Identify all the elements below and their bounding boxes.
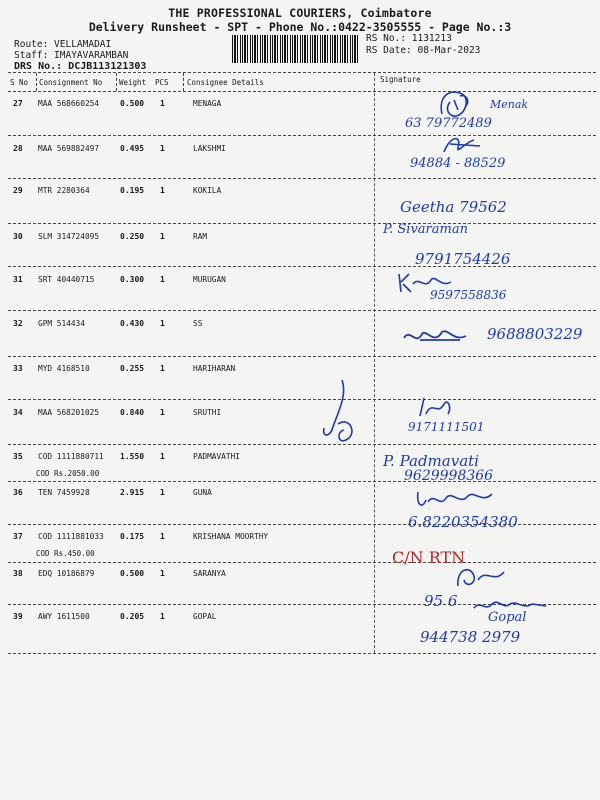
signature-scribble: [414, 396, 454, 420]
route-label: Route: VELLAMADAI: [14, 39, 112, 50]
row-weight: 0.195: [120, 186, 145, 195]
signature-text: Gopal: [488, 610, 527, 625]
signature-text: Menak: [490, 98, 529, 111]
signature-scribble: [318, 376, 360, 448]
signature-scribble: [400, 324, 472, 350]
col-sep: [36, 73, 37, 91]
signature-text: Geetha 79562: [400, 198, 507, 216]
row-pcs: 1: [160, 232, 165, 241]
row-weight: 0.255: [120, 364, 145, 373]
rs-date: RS Date: 08-Mar-2023: [366, 45, 481, 56]
signature-phone: 63 79772489: [405, 116, 492, 131]
row-consignment: MYD 4168510: [38, 364, 90, 373]
row-consignment: SLM 314724095: [38, 232, 100, 241]
row-consignment: AWY 1611500: [38, 612, 90, 621]
col-header-pcs: PCS: [155, 78, 169, 87]
cod-amount: COD Rs.450.00: [36, 549, 95, 558]
signature-scribble: [412, 486, 498, 514]
row-pcs: 1: [160, 186, 165, 195]
signature-phone: 9597558836: [430, 288, 507, 302]
return-note: C/N RTN: [392, 548, 466, 567]
row-divider: [8, 399, 596, 400]
row-sno: 27: [13, 99, 23, 108]
row-consignee: SS: [193, 319, 203, 328]
row-consignment: EDQ 10186879: [38, 569, 95, 578]
row-divider: [8, 356, 596, 357]
col-header-sno: S No: [10, 78, 29, 87]
col-sep: [183, 73, 184, 91]
row-pcs: 1: [160, 569, 165, 578]
row-weight: 1.550: [120, 452, 145, 461]
signature-scribble: [440, 132, 490, 158]
row-consignee: SARANYA: [193, 569, 226, 578]
signature-text: P. Sivaraman: [383, 222, 468, 237]
row-consignment: GPM 514434: [38, 319, 85, 328]
row-consignee: GUNA: [193, 488, 212, 497]
row-consignee: GOPAL: [193, 612, 217, 621]
row-weight: 0.300: [120, 275, 145, 284]
signature-scribble: [450, 562, 510, 592]
row-pcs: 1: [160, 408, 165, 417]
row-weight: 0.500: [120, 569, 145, 578]
row-weight: 0.500: [120, 99, 145, 108]
runsheet-subtitle: Delivery Runsheet - SPT - Phone No.:0422-3505555 - Page No.:3: [88, 20, 512, 34]
row-divider: [8, 223, 596, 224]
row-consignee: MURUGAN: [193, 275, 226, 284]
row-divider: [8, 653, 596, 654]
row-consignment: TEN 7459928: [38, 488, 90, 497]
row-consignment: MAA 569882497: [38, 144, 100, 153]
row-sno: 38: [13, 569, 23, 578]
header-bottom-rule: [8, 91, 596, 92]
row-sno: 28: [13, 144, 23, 153]
drs-number: DRS No.: DCJB113121303: [14, 61, 147, 72]
row-consignee: RAM: [193, 232, 208, 241]
col-header-consignment: Consignment No: [39, 78, 103, 87]
barcode: [232, 35, 360, 63]
row-pcs: 1: [160, 612, 165, 621]
signature-phone: 9629998366: [404, 468, 494, 484]
row-sno: 30: [13, 232, 23, 241]
row-sno: 37: [13, 532, 23, 541]
signature-column-rule: [374, 73, 375, 653]
row-divider: [8, 178, 596, 179]
row-weight: 0.250: [120, 232, 145, 241]
signature-phone: 944738 2979: [420, 628, 521, 646]
col-header-weight: Weight: [119, 78, 147, 87]
signature-phone: 9171111501: [408, 420, 485, 434]
row-sno: 34: [13, 408, 23, 417]
row-sno: 32: [13, 319, 23, 328]
row-pcs: 1: [160, 319, 165, 328]
company-title: THE PROFESSIONAL COURIERS, Coimbatore: [168, 6, 432, 20]
row-weight: 2.915: [120, 488, 145, 497]
col-sep: [116, 73, 117, 91]
row-consignee: HARIHARAN: [193, 364, 236, 373]
row-pcs: 1: [160, 275, 165, 284]
cod-amount: COD Rs.2050.00: [36, 469, 100, 478]
row-weight: 0.175: [120, 532, 145, 541]
row-divider: [8, 310, 596, 311]
row-sno: 39: [13, 612, 23, 621]
row-consignment: MAA 568201025: [38, 408, 100, 417]
row-pcs: 1: [160, 452, 165, 461]
signature-phone: 9791754426: [415, 250, 511, 268]
col-header-signature: Signature: [380, 75, 421, 84]
row-consignment: SRT 40440715: [38, 275, 95, 284]
signature-phone: 94884 - 88529: [410, 156, 506, 171]
signature-phone: 95 6: [424, 592, 458, 610]
row-sno: 29: [13, 186, 23, 195]
col-header-consignee: Consignee Details: [187, 78, 264, 87]
row-consignee: SRUTHI: [193, 408, 222, 417]
row-consignment: MAA 568660254: [38, 99, 100, 108]
row-consignee: KRISHANA MOORTHY: [193, 532, 269, 541]
row-pcs: 1: [160, 364, 165, 373]
row-weight: 0.495: [120, 144, 145, 153]
row-consignment: MTR 2280364: [38, 186, 90, 195]
signature-phone: 6.8220354380: [408, 513, 518, 531]
row-divider: [8, 444, 596, 445]
row-sno: 35: [13, 452, 23, 461]
header-top-rule: [8, 72, 596, 73]
rs-number: RS No.: 1131213: [366, 33, 452, 44]
row-consignee: PADMAVATHI: [193, 452, 240, 461]
staff-label: Staff: IMAYAVARAMBAN: [14, 50, 129, 61]
row-sno: 33: [13, 364, 23, 373]
row-divider: [8, 135, 596, 136]
row-divider: [8, 481, 596, 482]
row-weight: 0.840: [120, 408, 145, 417]
row-consignment: COD 1111880711: [38, 452, 104, 461]
row-pcs: 1: [160, 488, 165, 497]
signature-phone: 9688803229: [487, 325, 583, 343]
row-consignment: COD 1111881033: [38, 532, 104, 541]
row-pcs: 1: [160, 532, 165, 541]
row-sno: 31: [13, 275, 23, 284]
row-weight: 0.430: [120, 319, 145, 328]
row-pcs: 1: [160, 144, 165, 153]
row-consignee: MENAGA: [193, 99, 222, 108]
row-sno: 36: [13, 488, 23, 497]
row-weight: 0.205: [120, 612, 145, 621]
signature-text: P. Padmavati: [383, 452, 479, 470]
row-consignee: LAKSHMI: [193, 144, 226, 153]
row-pcs: 1: [160, 99, 165, 108]
row-consignee: KOKILA: [193, 186, 222, 195]
